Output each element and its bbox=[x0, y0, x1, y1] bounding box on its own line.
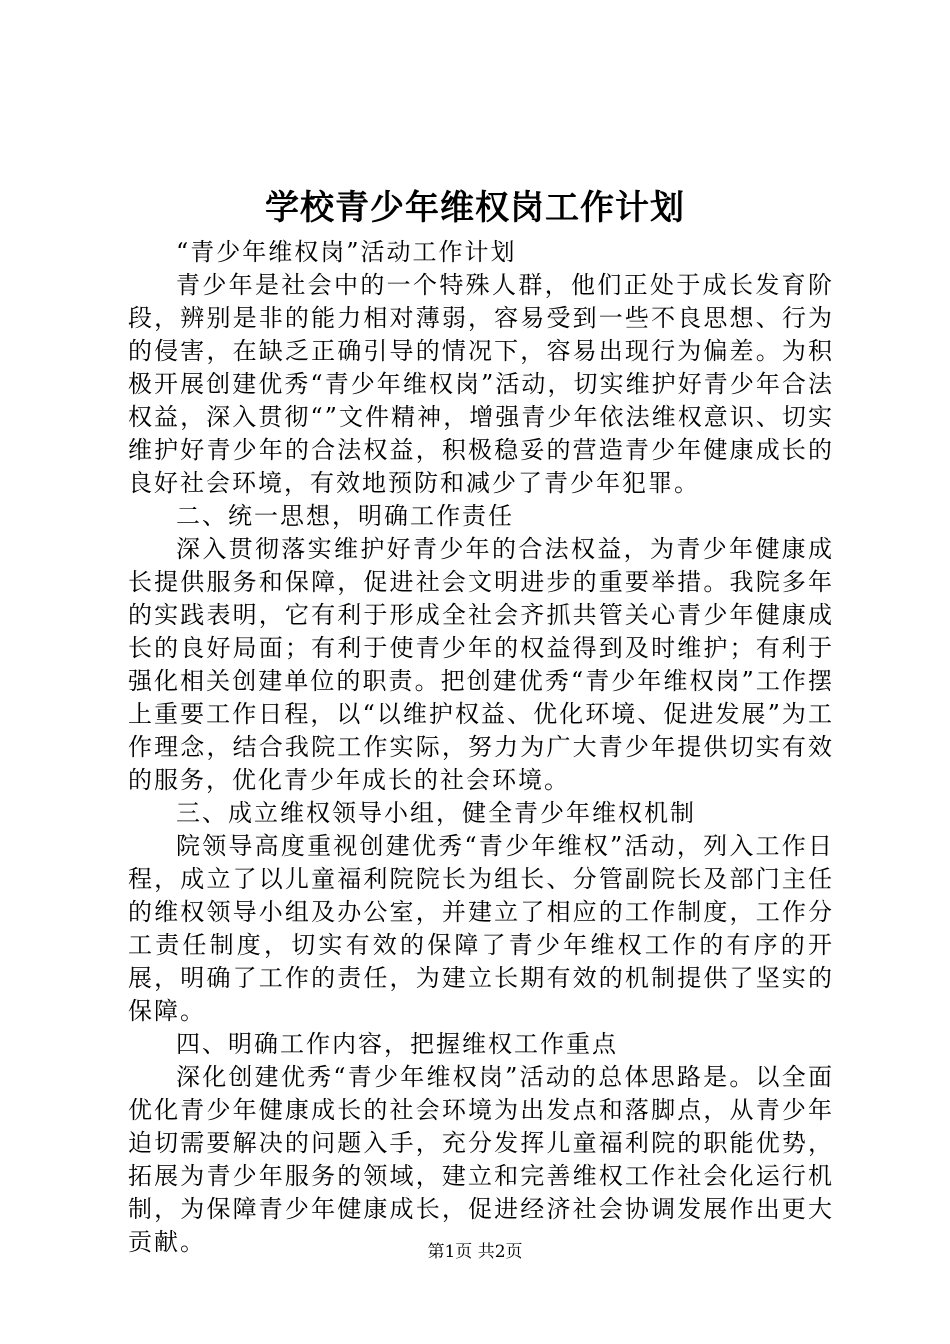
section-paragraph-3: 院领导高度重视创建优秀“青少年维权”活动，列入工作日程，成立了以儿童福利院院长为组长、分管副院长及部门主任的维权领导小组及办公室，并建立了相应的工作制度，工作分工责任制度，切实有效的保障了青少年维权工作的有序的开展，明确了工作的责任，为建立长期有效的机制提供了坚实的保障。 bbox=[128, 832, 834, 1025]
document-title: 学校青少年维权岗工作计划 bbox=[265, 188, 685, 228]
section-heading-3: 三、成立维权领导小组，健全青少年维权机制 bbox=[176, 799, 696, 827]
section-paragraph-4: 深化创建优秀“青少年维权岗”活动的总体思路是。以全面优化青少年健康成长的社会环境为出发点和落脚点，从青少年迫切需要解决的问题入手，充分发挥儿童福利院的职能优势，拓展为青少年服务的领域，建立和完善维权工作社会化运行机制，为保障青少年健康成长，促进经济社会协调发展作出更大贡献。 bbox=[128, 1063, 834, 1256]
page-footer: 第1页 共2页 bbox=[427, 1242, 523, 1262]
intro-paragraph: 青少年是社会中的一个特殊人群，他们正处于成长发育阶段，辨别是非的能力相对薄弱，容易受到一些不良思想、行为的侵害，在缺乏正确引导的情况下，容易出现行为偏差。为积极开展创建优秀“青少年维权岗”活动，切实维护好青少年合法权益，深入贯彻“”文件精神，增强青少年依法维权意识、切实维护好青少年的合法权益，积极稳妥的营造青少年健康成长的良好社会环境，有效地预防和减少了青少年犯罪。 bbox=[128, 271, 834, 497]
section-heading-2: 二、统一思想，明确工作责任 bbox=[176, 502, 514, 530]
document-body bbox=[128, 236, 834, 1259]
subtitle-paragraph: “青少年维权岗”活动工作计划 bbox=[176, 238, 517, 266]
section-heading-4: 四、明确工作内容，把握维权工作重点 bbox=[176, 1030, 618, 1058]
section-paragraph-2: 深入贯彻落实维护好青少年的合法权益，为青少年健康成长提供服务和保障，促进社会文明进步的重要举措。我院多年的实践表明，它有利于形成全社会齐抓共管关心青少年健康成长的良好局面；有利于使青少年的权益得到及时维护；有利于强化相关创建单位的职责。把创建优秀“青少年维权岗”工作摆上重要工作日程，以“以维护权益、优化环境、促进发展”为工作理念，结合我院工作实际，努力为广大青少年提供切实有效的服务，优化青少年成长的社会环境。 bbox=[128, 535, 834, 794]
